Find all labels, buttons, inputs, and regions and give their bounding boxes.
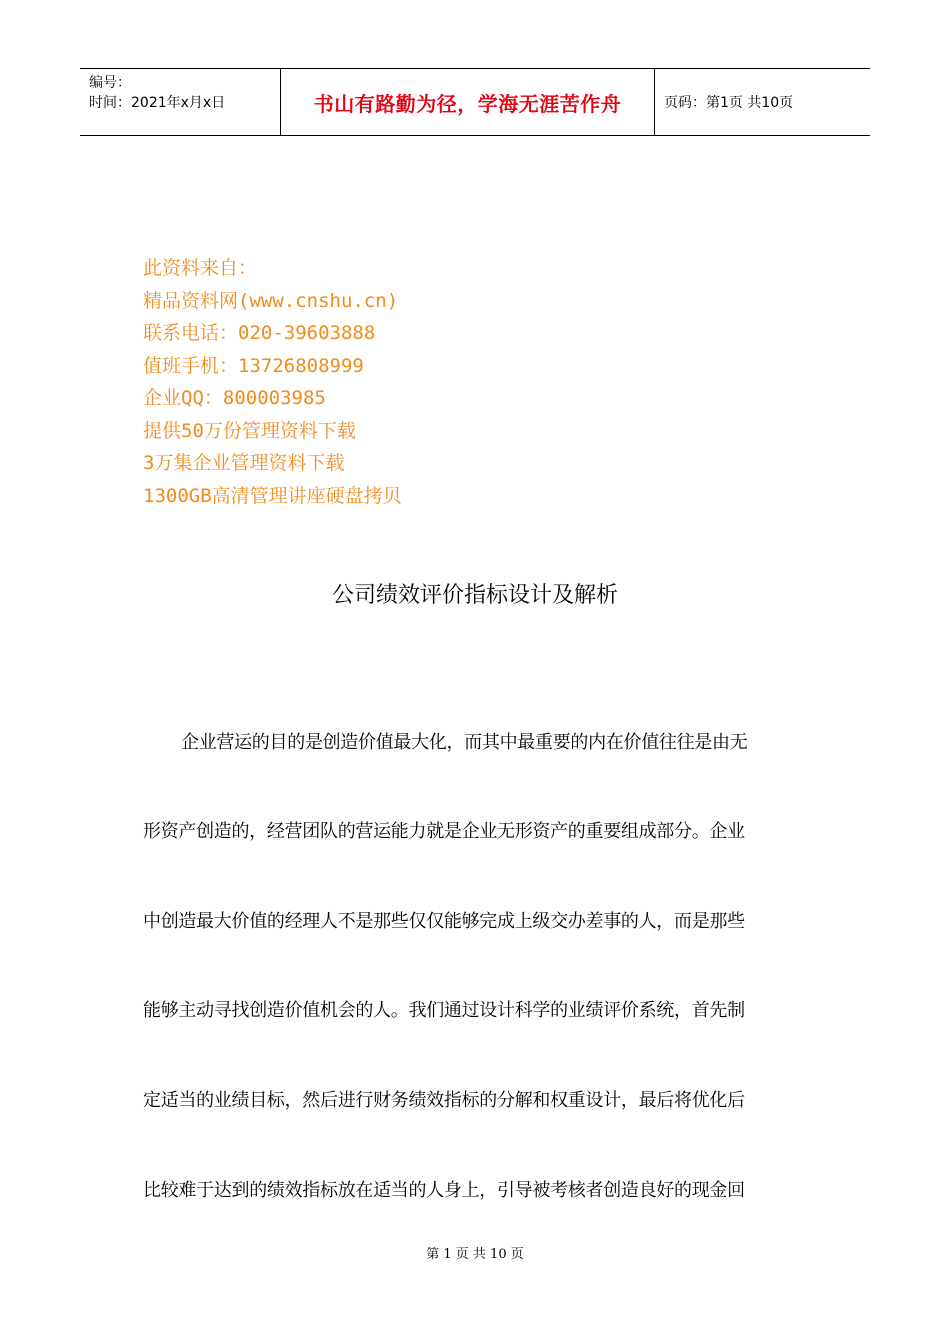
promo-line: 提供50万份管理资料下载 (143, 419, 356, 442)
header-motto-cell (281, 69, 655, 135)
promo-line: 精品资料网(www.cnshu.cn) (143, 289, 399, 312)
header-meta-cell (80, 69, 281, 135)
header-page-number: 页码：第1页 共10页 (664, 95, 794, 111)
promo-block (143, 252, 402, 512)
promo-line: 1300GB高清管理讲座硬盘拷贝 (143, 484, 402, 507)
promo-line: 此资料来自： (143, 257, 258, 279)
header-motto: 书山有路勤为径，学海无涯苦作舟 (313, 91, 622, 116)
header-table (80, 68, 870, 136)
body-text-line: 中创造最大价值的经理人不是那些仅仅能够完成上级交办差事的人，而是那些 (143, 911, 745, 932)
page-footer: 第 1 页 共 10 页 (426, 1247, 524, 1262)
document-time-label: 时间：2021年x月x日 (89, 95, 226, 111)
document-title: 公司绩效评价指标设计及解析 (331, 583, 618, 608)
promo-line: 3万集企业管理资料下载 (143, 452, 345, 474)
body-text-line: 企业营运的目的是创造价值最大化，而其中最重要的内在价值往往是由无 (181, 732, 748, 753)
document-number-label: 编号： (89, 75, 131, 91)
body-text-line: 定适当的业绩目标，然后进行财务绩效指标的分解和权重设计，最后将优化后 (143, 1090, 745, 1111)
body-text-line: 比较难于达到的绩效指标放在适当的人身上，引导被考核者创造良好的现金回 (143, 1180, 745, 1201)
header-page-cell (655, 69, 870, 135)
body-text-line: 形资产创造的，经营团队的营运能力就是企业无形资产的重要组成部分。企业 (143, 821, 745, 842)
promo-line: 值班手机：13726808999 (143, 354, 364, 377)
promo-line: 企业QQ：800003985 (143, 387, 326, 409)
promo-line: 联系电话：020-39603888 (143, 322, 376, 344)
body-text-line: 能够主动寻找创造价值机会的人。我们通过设计科学的业绩评价系统，首先制 (143, 1000, 745, 1021)
